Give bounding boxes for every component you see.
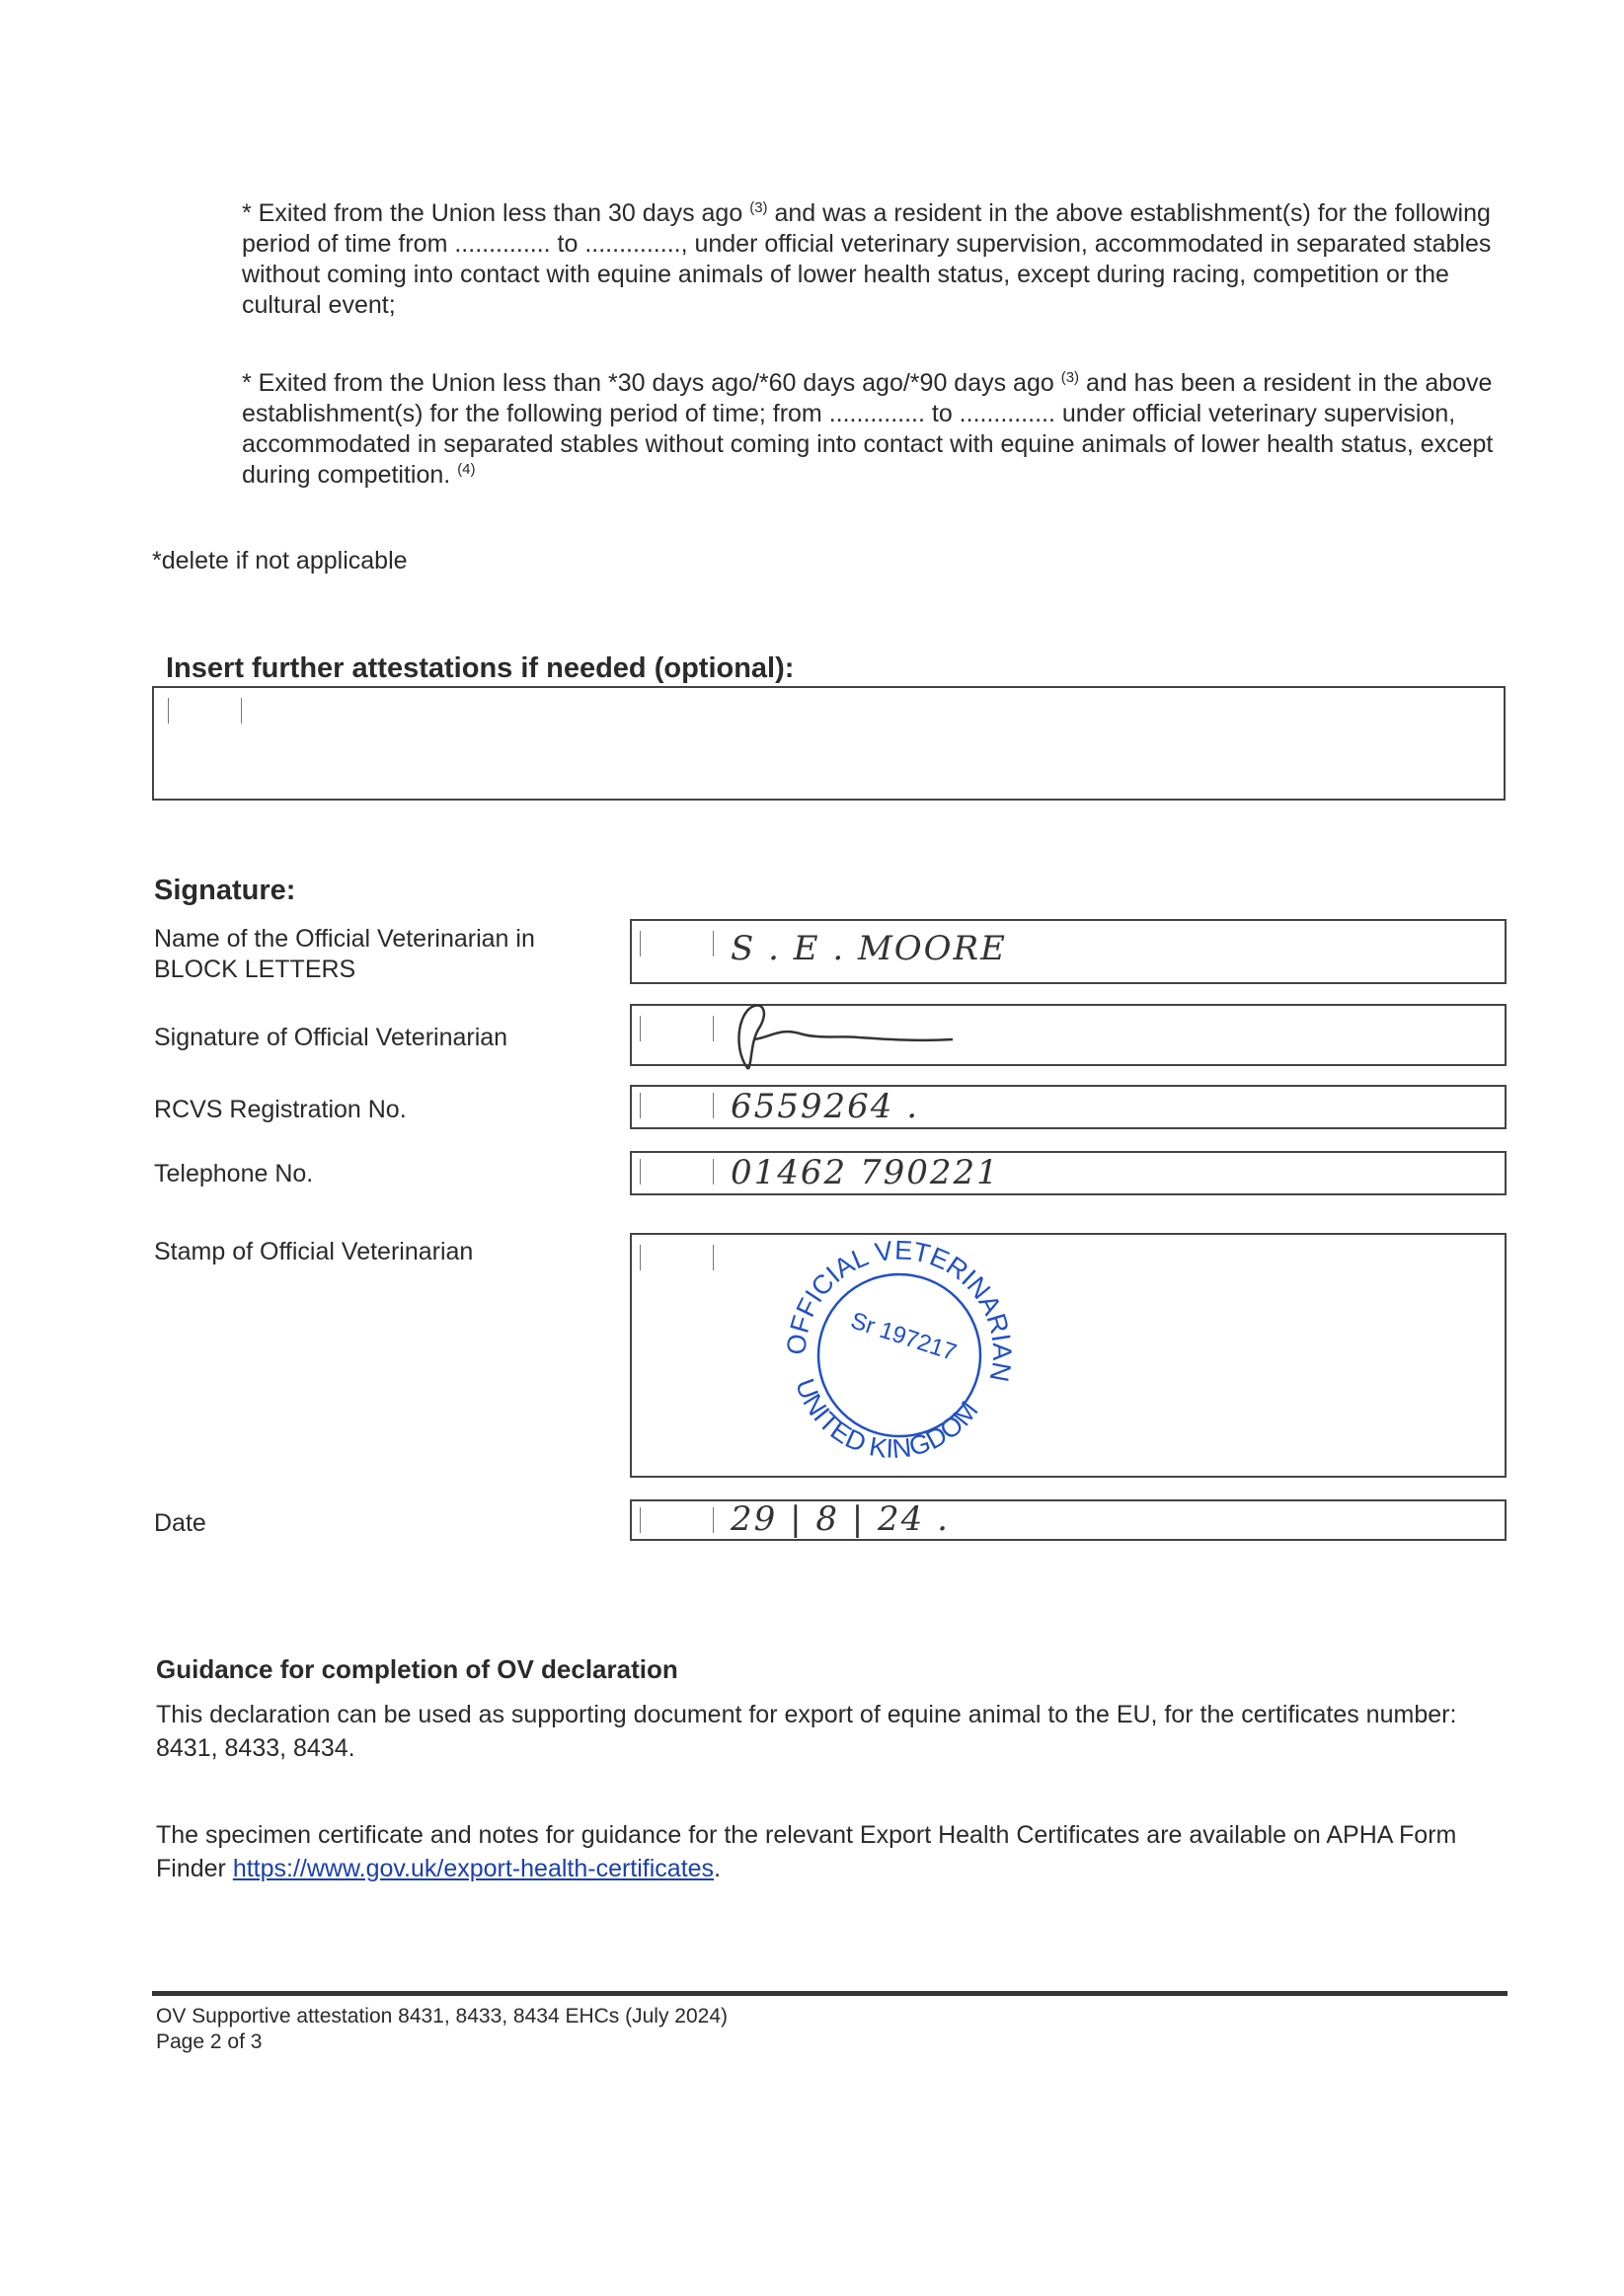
guidance-text: The specimen certificate and notes for guidance for the relevant Export Health Certificates are available on APHA Form Finder: [156, 1821, 1457, 1882]
guidance-heading: Guidance for completion of OV declaration: [156, 1654, 678, 1684]
footer-title: OV Supportive attestation 8431, 8433, 8434 EHCs (July 2024): [156, 2005, 729, 2028]
telephone-field[interactable]: [630, 1151, 1507, 1195]
footnote-ref: (3): [749, 199, 768, 216]
rcvs-value: 6559264 .: [731, 1087, 920, 1126]
signature-heading: Signature:: [154, 875, 296, 906]
guidance-para-2: [156, 1818, 1508, 1885]
name-label: Name of the Official Veterinarian in BLOCK LETTERS: [154, 925, 535, 983]
date-value: 29 | 8 | 24 .: [731, 1499, 950, 1539]
attestation-2: [242, 368, 1515, 491]
telephone-value: 01462 790221: [731, 1153, 1000, 1192]
date-label: Date: [154, 1509, 206, 1537]
svg-text:OFFICIAL VETERINARIAN: OFFICIAL VETERINARIAN: [781, 1235, 1018, 1385]
stamp-label: Stamp of Official Veterinarian: [154, 1238, 474, 1265]
footer-divider: [152, 1991, 1508, 1996]
name-value: S . E . MOORE: [731, 929, 1007, 968]
guidance-para-1: This declaration can be used as supporting document for export of equine animal to the EU, for the certificates number: 8431, 8433, 8434.: [156, 1701, 1457, 1762]
telephone-label: Telephone No.: [154, 1160, 314, 1187]
footer: [156, 2004, 728, 2055]
guidance-text-end: .: [714, 1855, 722, 1882]
rcvs-label: RCVS Registration No.: [154, 1096, 407, 1123]
signature-field[interactable]: [630, 1004, 1507, 1066]
stamp-field[interactable]: [630, 1233, 1507, 1478]
page-number: Page 2 of 3: [156, 2030, 263, 2053]
attestation-text: and has been a resident in the above establishment(s) for the following period of time; from .............. to .............. under official veterinary supervision, accommodated in separated stables without coming into contact with equine animals of lower health status, except during competition.: [242, 369, 1494, 489]
footnote-ref: (3): [1060, 369, 1080, 386]
attestation-text: * Exited from the Union less than 30 days ago: [242, 199, 743, 227]
footnote-ref: (4): [457, 461, 476, 478]
further-attestations-field[interactable]: [152, 686, 1506, 801]
rcvs-field[interactable]: [630, 1085, 1507, 1129]
official-veterinarian-stamp: [776, 1235, 1023, 1476]
attestation-text: and was a resident in the above establishment(s) for the following period of time from .............. to .............., under official veterinary supervision, accommodated in separated stables without coming into contact with equine animals of lower health status, except during racing, competition or the cultural event;: [242, 199, 1492, 319]
date-field[interactable]: [630, 1499, 1507, 1541]
further-attestations-heading: Insert further attestations if needed (optional):: [166, 652, 795, 684]
name-field[interactable]: [630, 919, 1507, 984]
handwritten-signature: [731, 1000, 967, 1079]
svg-text:UNITED KINGDOM: UNITED KINGDOM: [789, 1374, 984, 1465]
export-health-certificates-link[interactable]: https://www.gov.uk/export-health-certificates: [232, 1855, 715, 1882]
attestation-1: [242, 198, 1515, 321]
delete-note: *delete if not applicable: [152, 547, 408, 574]
svg-text:Sr 197217: Sr 197217: [847, 1307, 961, 1367]
attestation-text: * Exited from the Union less than *30 days ago/*60 days ago/*90 days ago: [242, 369, 1054, 397]
signature-label: Signature of Official Veterinarian: [154, 1024, 508, 1051]
